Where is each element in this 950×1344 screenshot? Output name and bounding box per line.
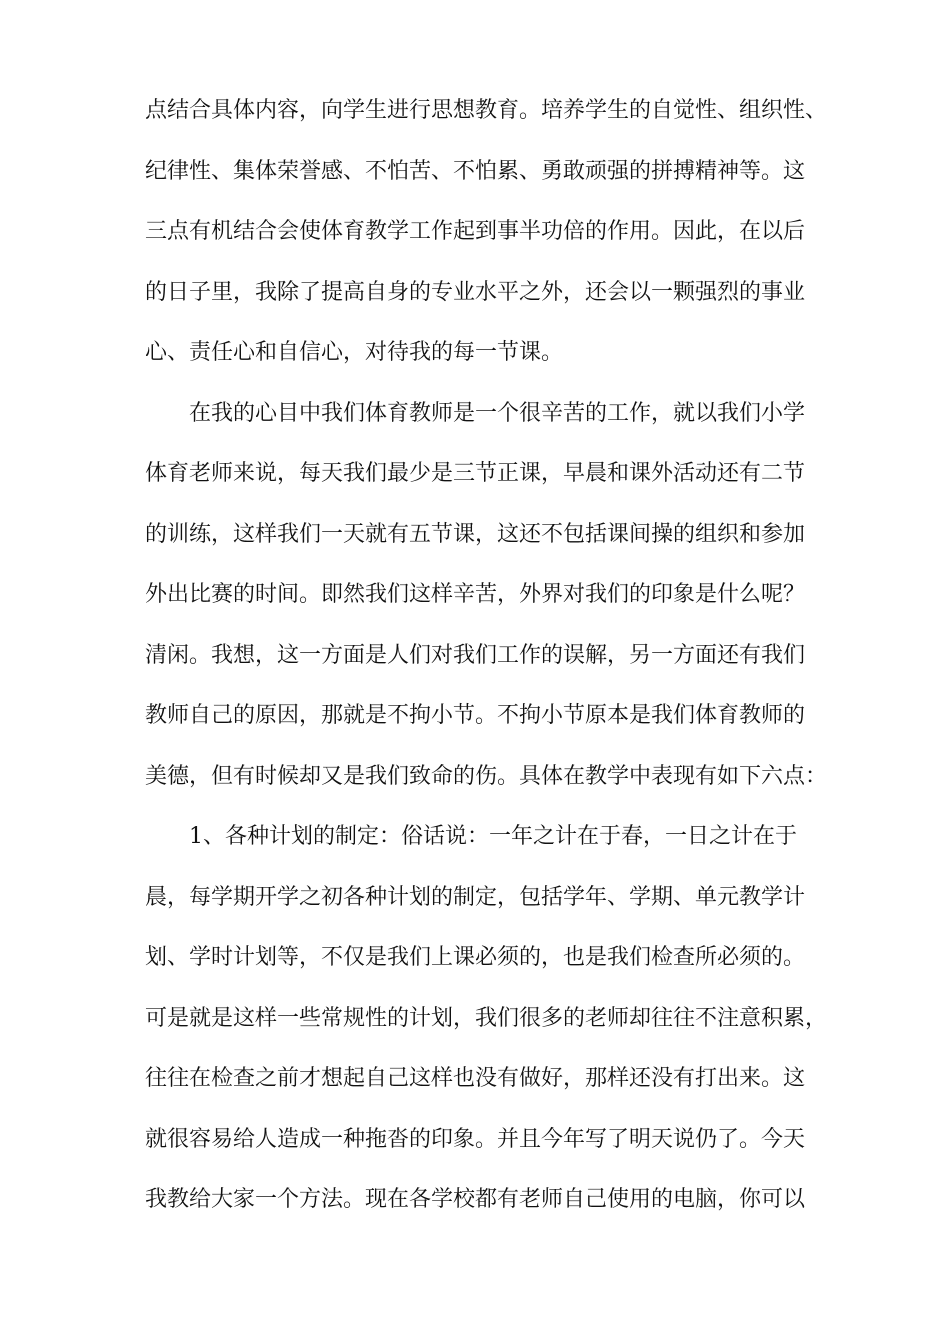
text-line: 晨，每学期开学之初各种计划的制定，包括学年、学期、单元教学计 <box>145 884 806 910</box>
text-line: 点结合具体内容，向学生进行思想教育。培养学生的自觉性、组织性、 <box>145 98 828 123</box>
body-text <box>145 88 835 1238</box>
text-line: 体育老师来说，每天我们最少是三节正课，早晨和课外活动还有二节 <box>145 461 806 486</box>
text-line: 三点有机结合会使体育教学工作起到事半功倍的作用。因此，在以后 <box>145 219 806 244</box>
text-line: 心、责任心和自信心，对待我的每一节课。 <box>145 340 564 365</box>
text-line: 外出比赛的时间。即然我们这样辛苦，外界对我们的印象是什么呢？ <box>145 582 806 607</box>
text-line: 划、学时计划等，不仅是我们上课必须的，也是我们检查所必须的。 <box>145 945 806 970</box>
text-line: 我教给大家一个方法。现在各学校都有老师自己使用的电脑，你可以 <box>145 1187 806 1212</box>
paragraph-start-line: 在我的心目中我们体育教师是一个很辛苦的工作，就以我们小学 <box>189 400 806 426</box>
text-line: 往往在检查之前才想起自己这样也没有做好，那样还没有打出来。这 <box>145 1066 806 1091</box>
text-line: 的训练，这样我们一天就有五节课，这还不包括课间操的组织和参加 <box>145 521 806 547</box>
text-line: 清闲。我想，这一方面是人们对我们工作的误解，另一方面还有我们 <box>145 642 806 668</box>
paragraph-start-line: 1、各种计划的制定：俗话说：一年之计在于春，一日之计在于 <box>189 824 797 849</box>
text-line: 可是就是这样一些常规性的计划，我们很多的老师却往往不注意积累， <box>145 1005 828 1031</box>
text-line: 的日子里，我除了提高自身的专业水平之外，还会以一颗强烈的事业 <box>145 279 806 305</box>
text-line: 就很容易给人造成一种拖沓的印象。并且今年写了明天说仍了。今天 <box>145 1126 806 1152</box>
text-line: 纪律性、集体荣誉感、不怕苦、不怕累、勇敢顽强的拼搏精神等。这 <box>145 158 806 184</box>
text-line: 教师自己的原因，那就是不拘小节。不拘小节原本是我们体育教师的 <box>145 703 806 728</box>
text-line: 美德，但有时候却又是我们致命的伤。具体在教学中表现有如下六点： <box>145 763 828 789</box>
